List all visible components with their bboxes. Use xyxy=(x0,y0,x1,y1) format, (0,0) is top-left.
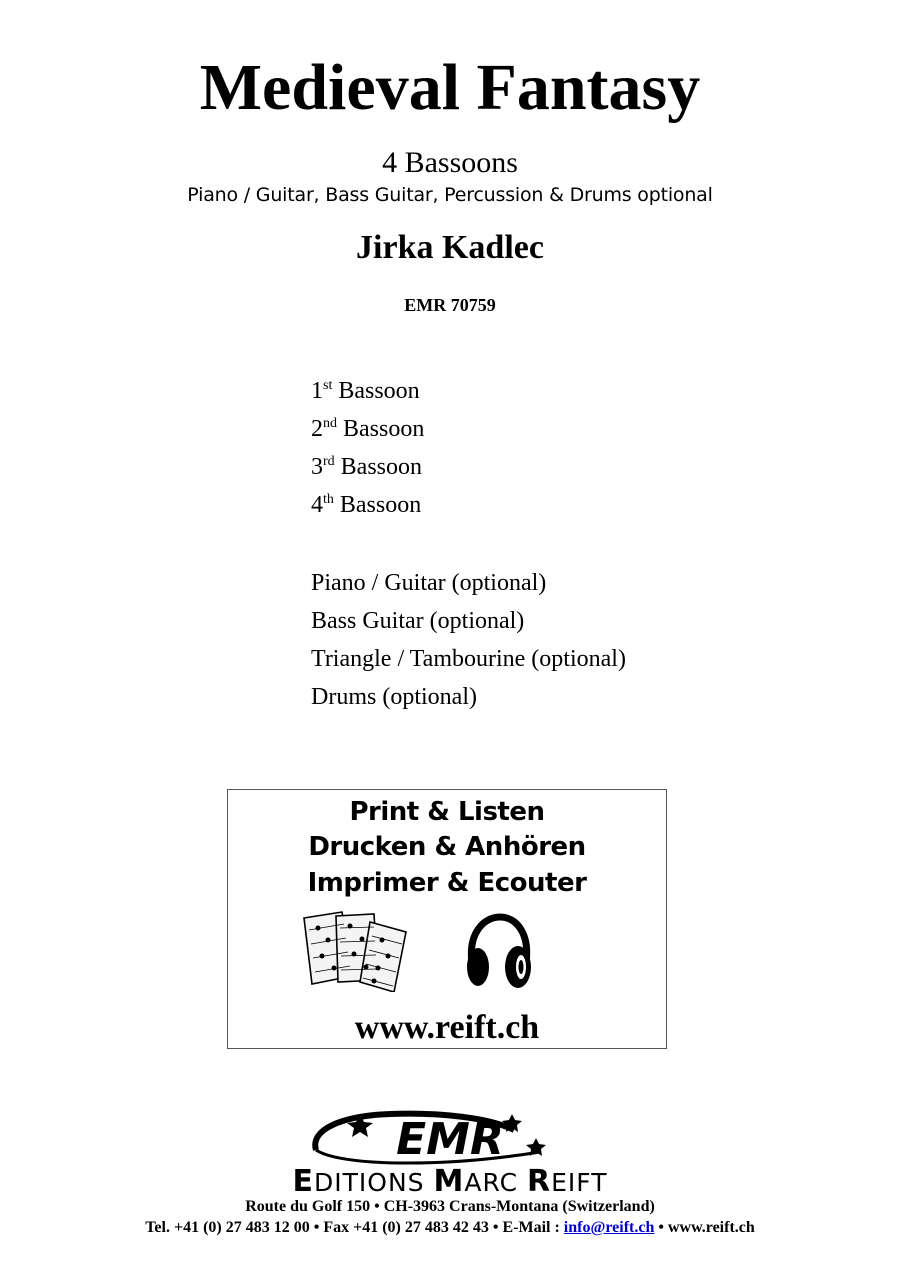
print-listen-box xyxy=(227,789,667,1049)
part-item: Drums (optional) xyxy=(311,684,477,710)
headphones-icon xyxy=(464,913,534,991)
promo-website[interactable]: www.reift.ch xyxy=(354,1009,540,1046)
optional-parts-list xyxy=(311,564,626,716)
contact-line xyxy=(0,1218,900,1238)
publisher-address: Route du Golf 150 • CH-3963 Crans-Montana (Switzerland) xyxy=(245,1198,655,1215)
promo-line-french: Imprimer & Ecouter xyxy=(307,868,587,898)
email-link[interactable]: info@reift.ch xyxy=(563,1219,655,1236)
part-item: 3rd Bassoon xyxy=(311,454,423,480)
sheet-music-icon xyxy=(300,910,412,992)
part-item: 1st Bassoon xyxy=(311,378,420,404)
part-item: Bass Guitar (optional) xyxy=(311,608,525,634)
promo-line-english: Print & Listen xyxy=(349,797,545,827)
publisher-name: EDITIONS MARC REIFT xyxy=(292,1164,608,1199)
instrumentation: 4 Bassoons xyxy=(382,146,518,179)
emr-logo-text: EMR xyxy=(396,1114,504,1165)
composer-name: Jirka Kadlec xyxy=(356,229,544,266)
part-item: 4th Bassoon xyxy=(311,492,422,518)
catalog-number: EMR 70759 xyxy=(404,295,496,315)
page-title: Medieval Fantasy xyxy=(199,51,701,124)
emr-logo xyxy=(300,1108,600,1170)
part-item: Piano / Guitar (optional) xyxy=(311,570,547,596)
website-text: • www.reift.ch xyxy=(654,1219,755,1236)
optional-instruments: Piano / Guitar, Bass Guitar, Percussion & Drums optional xyxy=(187,184,713,206)
part-item: Triangle / Tambourine (optional) xyxy=(311,646,626,672)
parts-list xyxy=(311,372,424,524)
promo-line-german: Drucken & Anhören xyxy=(308,832,586,862)
part-item: 2nd Bassoon xyxy=(311,416,425,442)
phone-fax: Tel. +41 (0) 27 483 12 00 • Fax +41 (0) 27 483 42 43 • E-Mail : xyxy=(145,1219,564,1236)
